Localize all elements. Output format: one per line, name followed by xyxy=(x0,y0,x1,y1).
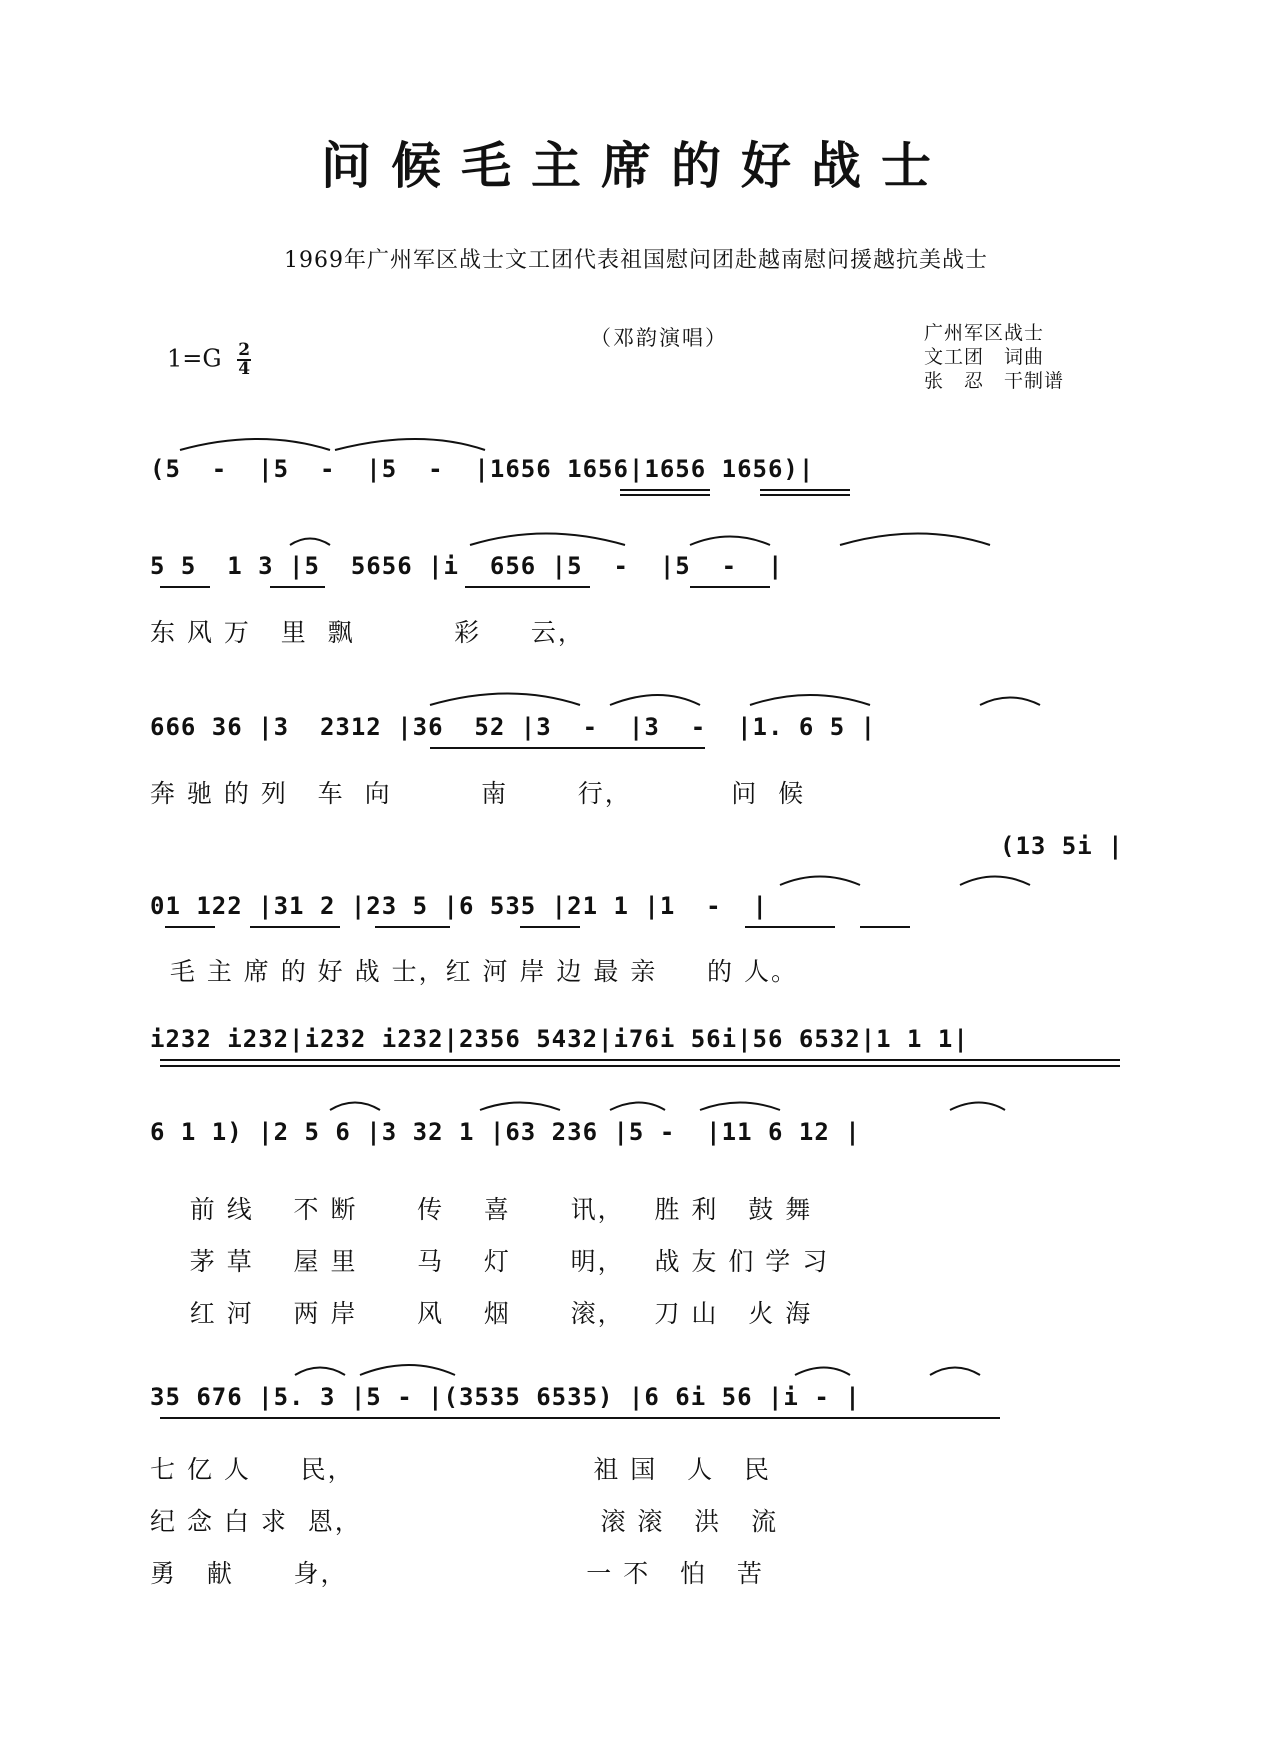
slur xyxy=(795,1368,850,1376)
lyric-line-4: 毛 主 席 的 好 战 士，红 河 岸 边 最 亲 的 人。 xyxy=(150,957,798,986)
slur xyxy=(610,1103,665,1111)
lyric-line-2: 东 风 万 里 飘 彩 云， xyxy=(150,618,585,647)
lyric-line-7-verse-1: 七 亿 人 民， 祖 国 人 民 xyxy=(150,1455,771,1484)
slur xyxy=(330,1103,380,1111)
lyric-line-7-verse-2: 纪 念 白 求 恩， 滚 滚 洪 流 xyxy=(150,1507,779,1536)
slur xyxy=(360,1365,455,1375)
score-line-1: (5 - |5 - |5 - |1656 1656|1656 1656)| xyxy=(150,455,815,483)
key-label: 1=G xyxy=(167,344,222,373)
slur xyxy=(290,539,330,546)
lyric-line-3: 奔 驰 的 列 车 向 南 行， 问 候 xyxy=(150,779,806,808)
score-line-3: 666 36 |3 2312 |36 52 |3 - |3 - |1. 6 5 | xyxy=(150,713,877,741)
score-line-5: i232 i232|i232 i232|2356 5432|i76i 56i|56 6532|1 1 1| xyxy=(150,1025,969,1053)
slur xyxy=(780,877,860,886)
slur xyxy=(930,1368,980,1376)
lyric-line-6-verse-2: 茅 草 屋 里 马 灯 明， 战 友 们 学 习 xyxy=(150,1247,830,1276)
slur xyxy=(980,698,1040,706)
slur xyxy=(840,534,990,546)
slur xyxy=(480,1103,560,1111)
slur xyxy=(950,1103,1005,1111)
time-signature-denominator: 4 xyxy=(238,359,251,379)
song-subtitle: 1969年广州军区战士文工团代表祖国慰问团赴越南慰问援越抗美战士 xyxy=(284,248,988,273)
score-line-7: 35 676 |5. 3 |5 - |(3535 6535) |6 6i 56 |i - | xyxy=(150,1383,861,1411)
credit-line-3: 张 忍 干制谱 xyxy=(924,370,1065,392)
slur xyxy=(295,1368,345,1376)
slur xyxy=(430,694,580,706)
song-title: 问候毛主席的好战士 xyxy=(321,136,951,195)
lyric-line-6-verse-3: 红 河 两 岸 风 烟 滚， 刀 山 火 海 xyxy=(150,1299,813,1328)
score-line-4: 01 122 |31 2 |23 5 |6 535 |21 1 |1 - | xyxy=(150,892,768,920)
slur xyxy=(470,534,625,546)
slur xyxy=(700,1103,780,1111)
slur xyxy=(335,439,485,450)
credit-line-1: 广州军区战士 xyxy=(924,322,1045,344)
credit-line-2: 文工团 词曲 xyxy=(924,346,1045,368)
slur xyxy=(690,537,770,546)
slur xyxy=(610,695,700,705)
score-line-2: 5 5 1 3 |5 5656 |i 656 |5 - |5 - | xyxy=(150,552,784,580)
time-signature-numerator: 2 xyxy=(238,340,251,360)
slur xyxy=(180,439,330,450)
performer-note: （邓韵演唱） xyxy=(590,326,728,350)
slur xyxy=(750,695,870,705)
lyric-line-7-verse-3: 勇 献 身， 一 不 怕 苦 xyxy=(150,1559,764,1588)
score-line-6: 6 1 1) |2 5 6 |3 32 1 |63 236 |5 - |11 6 12 | xyxy=(150,1118,861,1146)
score-line-4-pickup: (13 5i | xyxy=(1000,832,1124,860)
slur xyxy=(960,877,1030,886)
lyric-line-6-verse-1: 前 线 不 断 传 喜 讯， 胜 利 鼓 舞 xyxy=(150,1195,813,1224)
